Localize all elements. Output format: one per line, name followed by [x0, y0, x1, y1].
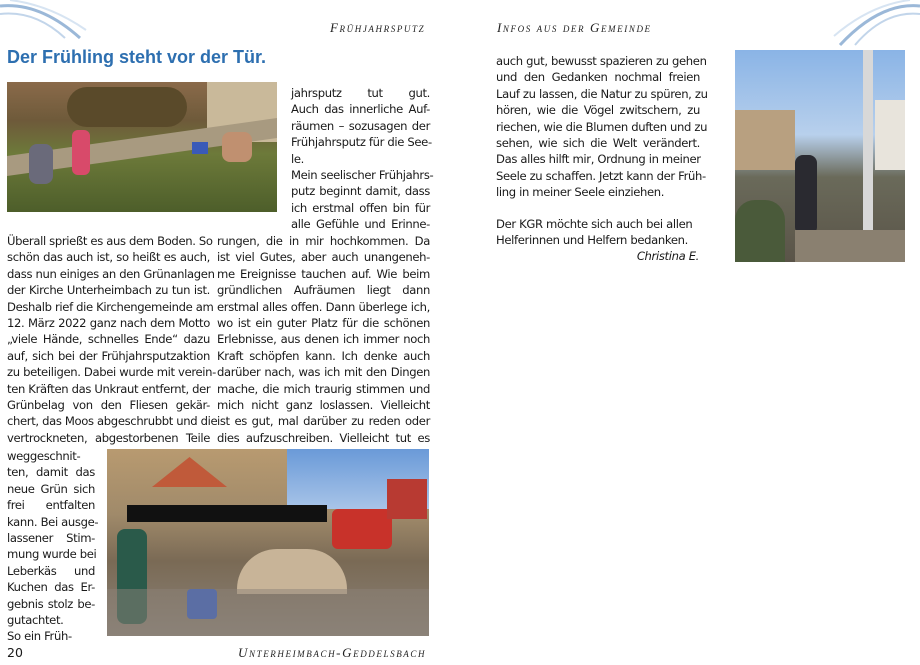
- text-line: sehen, wie sich die Welt verändert.: [496, 135, 700, 150]
- text-line: rungen, die in mir hochkommen. Da: [217, 234, 430, 248]
- column-1-narrow-text: [7, 448, 99, 645]
- text-line: Helferinnen und Helfern bedanken.: [496, 233, 688, 248]
- text-line: Frühjahrsputz für die See-: [291, 135, 432, 150]
- text-line: lassener Stim-: [7, 530, 95, 545]
- redaction-bar: [127, 505, 327, 522]
- text-line: auf, sich bei der Frühjahrsputzaktion: [7, 348, 210, 363]
- text-line: ten, damit das: [7, 465, 95, 480]
- column-1-text: [7, 233, 218, 446]
- text-line: Deshalb rief die Kirchengemeinde am: [7, 299, 214, 314]
- text-line: neue Grün sich: [7, 481, 95, 496]
- text-line: räumen – sozusagen der: [291, 118, 430, 133]
- text-line: ling in meiner Seele einziehen.: [496, 185, 665, 200]
- text-line: le.: [291, 151, 304, 166]
- text-line: gebnis stolz be-: [7, 596, 95, 611]
- text-line: schön das auch ist, so heißt es auch,: [7, 250, 210, 265]
- photo-pressure-washer: [735, 50, 905, 262]
- text-line: auch gut, bewusst spazieren zu gehen: [496, 54, 707, 68]
- text-line: „viele Hände, schnelles Ende“ dazu: [7, 332, 210, 347]
- text-line: alle Gefühle und Erinne-: [291, 217, 430, 232]
- text-line: Erlebnisse, aus denen ich immer noch: [217, 332, 430, 347]
- text-line: ist es gut, mal darüber zu reden oder: [217, 414, 430, 429]
- photo-garden-work: [7, 82, 277, 212]
- text-line: zu beteiligen. Dabei wurde mit verein-: [7, 365, 217, 380]
- text-line: ten Kräften das Unkraut entfernt, der: [7, 381, 211, 396]
- thanks-text: [496, 216, 700, 249]
- text-line: gründlichen Aufräumen liegt dann: [217, 283, 430, 298]
- column-2-top-text: [291, 85, 434, 233]
- text-line: Lauf zu lassen, die Natur zu spüren, zu: [496, 86, 708, 101]
- text-line: mache, die mich traurig stimmen und: [217, 381, 430, 396]
- text-line: frei entfalten: [7, 498, 95, 513]
- page-number: 20: [7, 645, 23, 660]
- text-line: Leberkäs und: [7, 563, 95, 578]
- text-line: kann. Bei ausge-: [7, 514, 99, 529]
- corner-swoosh-left: [0, 0, 90, 40]
- text-line: mich nicht ganz loslassen. Vielleicht: [217, 397, 430, 412]
- text-line: ist viel Gutes, aber auch unangeneh-: [217, 250, 430, 265]
- text-line: Das alles hilft mir, Ordnung in meiner: [496, 152, 701, 167]
- corner-swoosh-right: [830, 0, 920, 50]
- text-line: Überall sprießt es aus dem Boden. So: [7, 234, 213, 248]
- text-line: und den Gedanken nochmal freien: [496, 70, 700, 85]
- author-signature: Christina E.: [636, 249, 699, 263]
- text-line: So ein Früh-: [7, 629, 72, 644]
- text-line: chert, das Moos abgeschrubbt und die: [7, 414, 218, 429]
- text-line: Auch das innerliche Auf-: [291, 102, 430, 117]
- text-line: 12. März 2022 ganz nach dem Motto: [7, 315, 210, 330]
- text-line: Seele zu schaffen. Jetzt kann der Früh-: [496, 168, 706, 183]
- text-line: me Ereignisse tauchen auf. Wie beim: [217, 266, 430, 281]
- text-line: erstmal alles offen. Dann überlege ich,: [217, 299, 430, 314]
- text-line: der Kirche Unterheimbach zu tun ist.: [7, 283, 210, 298]
- text-line: Mein seelischer Frühjahrs-: [291, 167, 434, 182]
- photo-group-bench: [107, 449, 429, 636]
- column-3-text: [496, 53, 708, 201]
- text-line: riechen, wie die Blumen duften und zu: [496, 119, 708, 134]
- column-2-text: [217, 233, 430, 446]
- section-header-left: Frühjahrsputz: [330, 20, 426, 35]
- article-title: Der Frühling steht vor der Tür.: [7, 47, 267, 67]
- text-line: dies aufzuschreiben. Vielleicht tut es: [217, 430, 430, 445]
- publication-name: Unterheimbach-Geddelsbach: [238, 645, 427, 660]
- text-line: putz beginnt damit, dass: [291, 184, 430, 199]
- section-header-right: Infos aus der Gemeinde: [497, 20, 652, 35]
- text-line: darüber nach, was ich mit den Dingen: [217, 365, 430, 380]
- text-line: hören, wie die Vögel zwitschern, zu: [496, 103, 700, 118]
- text-line: weggeschnit-: [7, 449, 81, 463]
- text-line: Kuchen das Er-: [7, 580, 95, 595]
- text-line: ich erstmal offen bin für: [291, 200, 430, 215]
- text-line: jahrsputz tut gut.: [291, 86, 430, 100]
- text-line: Kraft schöpfen kann. Ich denke auch: [217, 348, 430, 363]
- text-line: mung wurde bei: [7, 547, 97, 562]
- text-line: wo ist ein guter Platz für die schönen: [217, 315, 430, 330]
- text-line: Grünbelag von den Fliesen gekär-: [7, 397, 210, 412]
- text-line: gutachtet.: [7, 612, 64, 627]
- text-line: Der KGR möchte sich auch bei allen: [496, 217, 693, 231]
- text-line: dass nun einiges an den Grünanlagen: [7, 266, 215, 281]
- text-line: vertrockneten, abgestorbenen Teile: [7, 430, 210, 445]
